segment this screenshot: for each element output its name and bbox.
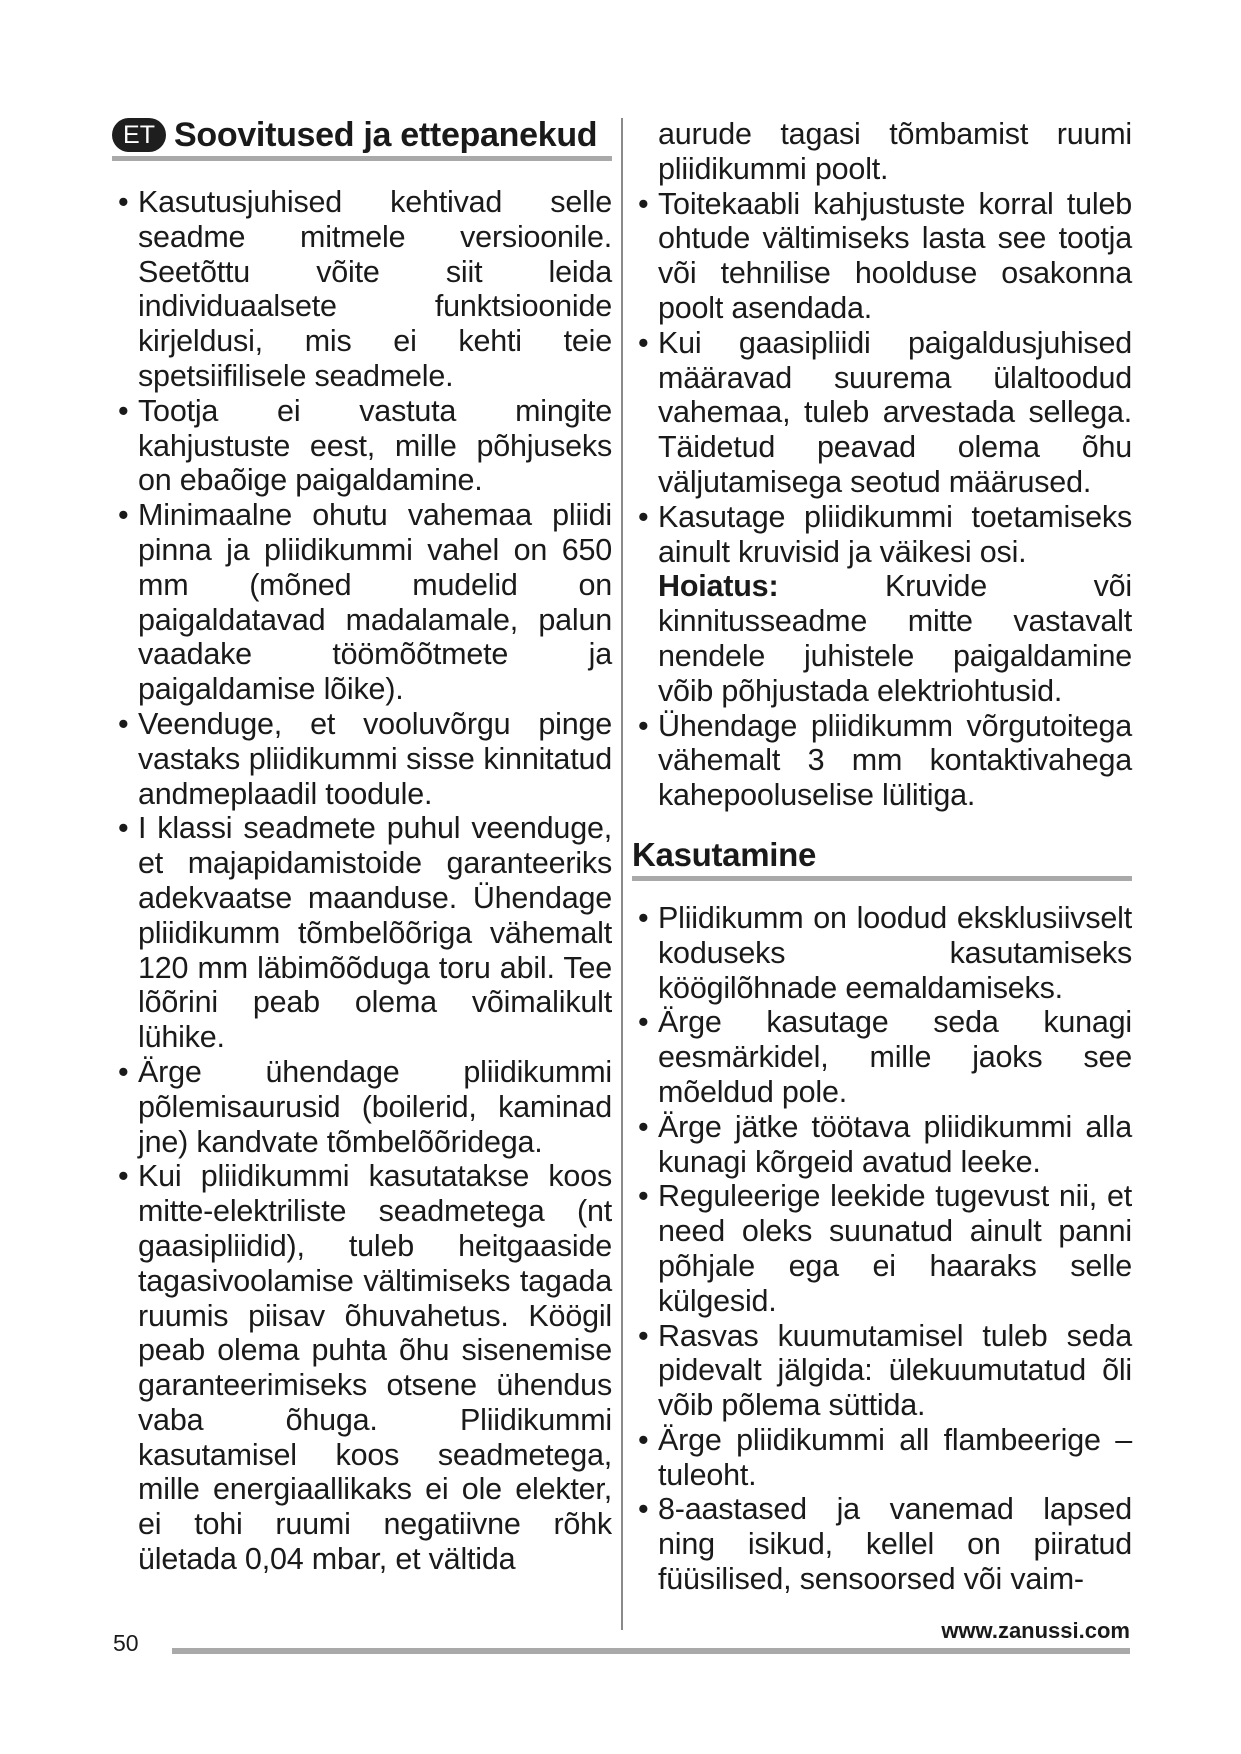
list-item: • Kui pliidikummi kasutatakse koos mitte-elektriliste seadmetega (nt gaasipliidid), tuleb heitgaaside tagasivoolamise vältimiseks tagada ruumis piisav õhuvahetus. Köögil peab olema puhta õhu sisenemise garanteerimiseks otsene ühendus vaba õhuga. Pliidikummi kasutamisel koos seadmetega, mille energiaallikaks ei ole elekter, ei tohi ruumi negatiivne rõhk ületada 0,04 mbar, et vältida bbox=[112, 1159, 612, 1577]
recommendations-list bbox=[112, 185, 612, 1577]
list-item: • 8-aastased ja vanemad lapsed ning isikud, kellel on piiratud füüsilised, sensoorsed või vaim- bbox=[632, 1492, 1132, 1596]
list-item: • Pliidikumm on loodud eksklusiivselt koduseks kasutamiseks köögilõhnade eemaldamiseks. bbox=[632, 901, 1132, 1005]
list-item: • I klassi seadmete puhul veenduge, et majapidamistoide garanteeriks adekvaatse maanduse. Ühendage pliidikumm tõmbelõõriga vähemalt 120 mm läbimõõduga toru abil. Tee lõõrini peab olema võimalikult lühike. bbox=[112, 811, 612, 1055]
list-item: • Veenduge, et vooluvõrgu pinge vastaks pliidikummi sisse kinnitatud andmeplaadil toodule. bbox=[112, 707, 612, 811]
usage-title: Kasutamine bbox=[632, 835, 817, 873]
recommendations-list-continued bbox=[632, 187, 1132, 813]
list-item: • Ärge jätke töötava pliidikummi alla kunagi kõrgeid avatud leeke. bbox=[632, 1110, 1132, 1180]
list-item: • Ärge ühendage pliidikummi põlemisaurusid (boilerid, kaminad jne) kandvate tõmbelõõridega. bbox=[112, 1055, 612, 1159]
section-heading bbox=[112, 115, 612, 161]
list-item-screws bbox=[632, 500, 1132, 709]
list-item: • Rasvas kuumutamisel tuleb seda pidevalt jälgida: ülekuumutatud õli võib põlema süttida. bbox=[632, 1319, 1132, 1423]
list-item: • Kui gaasipliidi paigaldusjuhised määravad suurema ülaltoodud vahemaa, tuleb arvestada sellega. Täidetud peavad olema õhu väljutamisega seotud määrused. bbox=[632, 326, 1132, 500]
website-link: www.zanussi.com bbox=[941, 1618, 1130, 1643]
warning-text: Kruvide või kinnitusseadme mitte vastavalt nendele juhistele paigaldamine võib põhjustada elektriohtusid. bbox=[658, 569, 1132, 708]
section-title: Soovitused ja ettepanekud bbox=[174, 116, 598, 154]
list-item: • Ühendage pliidikumm võrgutoitega vähemalt 3 mm kontaktivahega kahepooluselise lülitiga. bbox=[632, 709, 1132, 813]
left-column bbox=[112, 115, 612, 1577]
column-divider bbox=[621, 118, 623, 1630]
right-column bbox=[632, 117, 1132, 1597]
list-item: • Reguleerige leekide tugevust nii, et need oleks suunatud ainult panni põhjale ega ei haaraks selle külgesid. bbox=[632, 1179, 1132, 1318]
page-number: 50 bbox=[113, 1630, 139, 1656]
list-item: • Tootja ei vastuta mingite kahjustuste eest, mille põhjuseks on ebaõige paigaldamine. bbox=[112, 394, 612, 498]
list-item: • Toitekaabli kahjustuste korral tuleb ohtude vältimiseks lasta see tootja või tehnilise hoolduse osakonna poolt asendada. bbox=[632, 187, 1132, 326]
list-item: • Ärge kasutage seda kunagi eesmärkidel, mille jaoks see mõeldud pole. bbox=[632, 1005, 1132, 1109]
warning-label: Hoiatus: bbox=[658, 569, 779, 604]
list-item: • Minimaalne ohutu vahemaa pliidi pinna ja pliidikummi vahel on 650 mm (mõned mudelid on paigaldatavad madalamale, palun vaadake töömõõtmete ja paigaldamise lõike). bbox=[112, 498, 612, 707]
list-item: • Kasutusjuhised kehtivad selle seadme mitmele versioonile. Seetõttu võite siit leida individuaalsete funktsioonide kirjeldusi, mis ei kehti teie spetsiifilisele seadmele. bbox=[112, 185, 612, 394]
list-item: • Ärge pliidikummi all flambeerige – tuleoht. bbox=[632, 1423, 1132, 1493]
continued-text: aurude tagasi tõmbamist ruumi pliidikummi poolt. bbox=[658, 117, 1132, 186]
language-badge: ET bbox=[112, 118, 166, 152]
footer-rule bbox=[172, 1648, 1130, 1654]
usage-heading bbox=[632, 835, 1132, 881]
usage-list bbox=[632, 901, 1132, 1597]
screw-instruction: Kasutage pliidikummi toetamiseks ainult kruvisid ja väikesi osi. bbox=[658, 499, 1132, 569]
